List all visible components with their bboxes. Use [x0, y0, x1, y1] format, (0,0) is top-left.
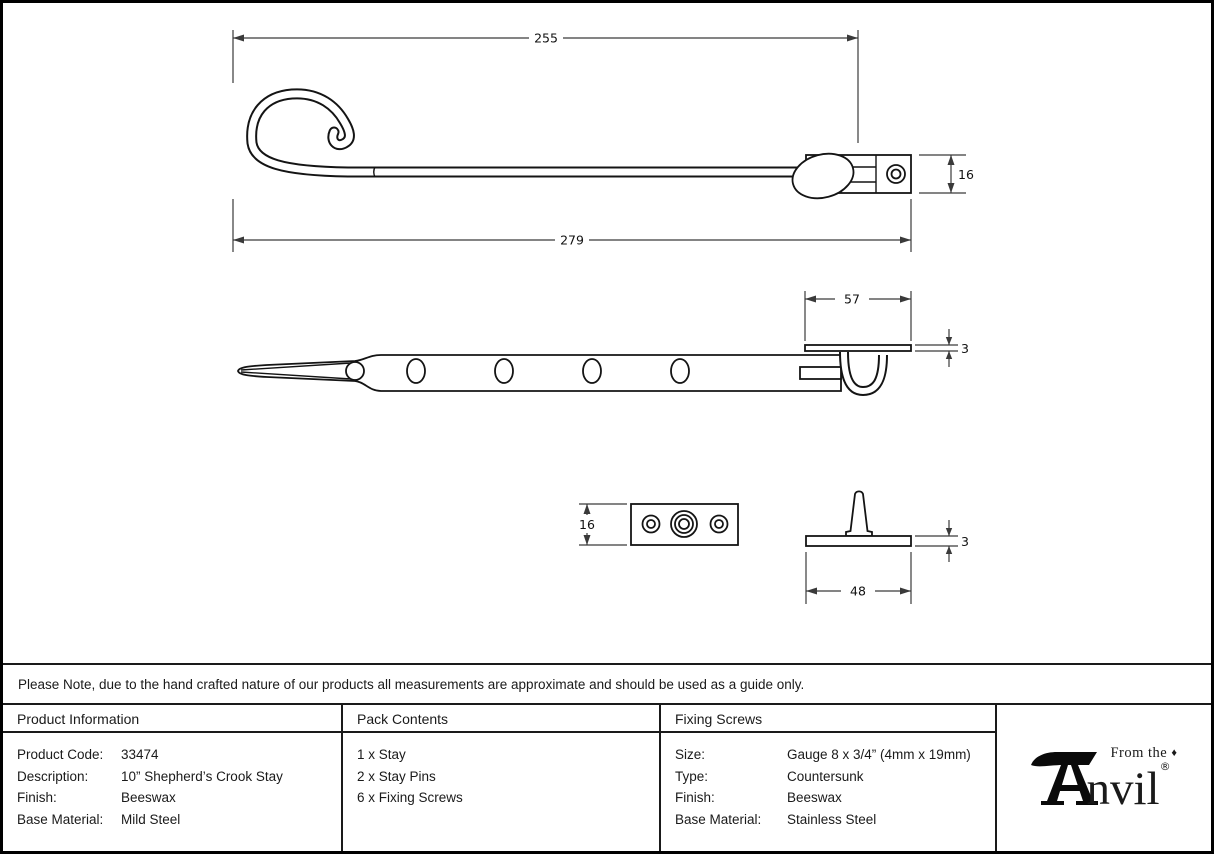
dim-pin-plate-length: 48 — [850, 583, 866, 599]
plan-view-drawing — [238, 291, 969, 391]
row-label: Base Material: — [17, 811, 104, 827]
logo-brand: nvil — [1086, 762, 1160, 815]
list-item: 1 x Stay — [357, 747, 406, 762]
dim-bracket-length: 57 — [844, 291, 860, 307]
row-value: Countersunk — [787, 768, 864, 784]
row-value: Stainless Steel — [787, 811, 877, 827]
pack-contents-header: Pack Contents — [343, 705, 659, 733]
fixing-screws-column — [661, 705, 997, 851]
list-item: 6 x Fixing Screws — [357, 790, 463, 805]
table-row — [675, 809, 995, 831]
table-row — [17, 787, 341, 809]
row-value: Gauge 8 x 3/4” (4mm x 19mm) — [787, 747, 971, 762]
pin-side-drawing — [806, 491, 969, 604]
row-value: 10” Shepherd’s Crook Stay — [121, 768, 283, 784]
note-text: Please Note, due to the hand crafted nature of our products all measurements are approximate and should be used as a guide only. — [18, 676, 805, 692]
fixing-screws-header: Fixing Screws — [661, 705, 995, 733]
row-label: Size: — [675, 747, 706, 762]
dim-pin-plate-thickness: 3 — [961, 534, 969, 549]
dim-bracket-height: 16 — [958, 167, 974, 182]
row-value: Mild Steel — [121, 811, 181, 827]
table-row — [675, 766, 995, 788]
row-label: Description: — [17, 768, 89, 784]
dim-length-to-pivot: 255 — [534, 30, 558, 46]
table-row — [17, 809, 341, 831]
registered-trademark-icon: ® — [1159, 759, 1171, 773]
row-value: 33474 — [121, 747, 159, 762]
dim-length-overall: 279 — [560, 232, 584, 248]
table-row — [675, 744, 995, 766]
logo-text — [1086, 744, 1178, 815]
logo-prefix: From the — [1110, 744, 1168, 761]
table-row — [17, 766, 341, 788]
row-value: Beeswax — [787, 790, 842, 805]
table-row — [675, 787, 995, 809]
row-label: Product Code: — [17, 747, 104, 762]
dim-pin-plate-height: 16 — [579, 517, 595, 532]
list-item: 2 x Stay Pins — [357, 768, 436, 784]
table-row — [17, 744, 341, 766]
diamond-icon: ♦ — [1171, 746, 1178, 759]
product-spec-table — [3, 703, 1211, 851]
from-the-anvil-logo — [1030, 744, 1178, 815]
technical-drawing — [3, 3, 1211, 663]
row-value: Beeswax — [121, 790, 176, 805]
row-label: Finish: — [675, 790, 715, 805]
row-label: Base Material: — [675, 811, 762, 827]
row-label: Type: — [675, 768, 709, 784]
pin-plate-drawing — [579, 504, 738, 545]
brand-logo-cell — [997, 705, 1211, 851]
row-label: Finish: — [17, 790, 57, 805]
product-information-header: Product Information — [3, 705, 341, 733]
pack-contents-column — [343, 705, 661, 851]
dim-plate-thickness: 3 — [961, 341, 969, 356]
measurement-disclaimer-note — [3, 663, 1211, 703]
side-view-drawing — [233, 30, 974, 252]
product-information-column — [3, 705, 343, 851]
